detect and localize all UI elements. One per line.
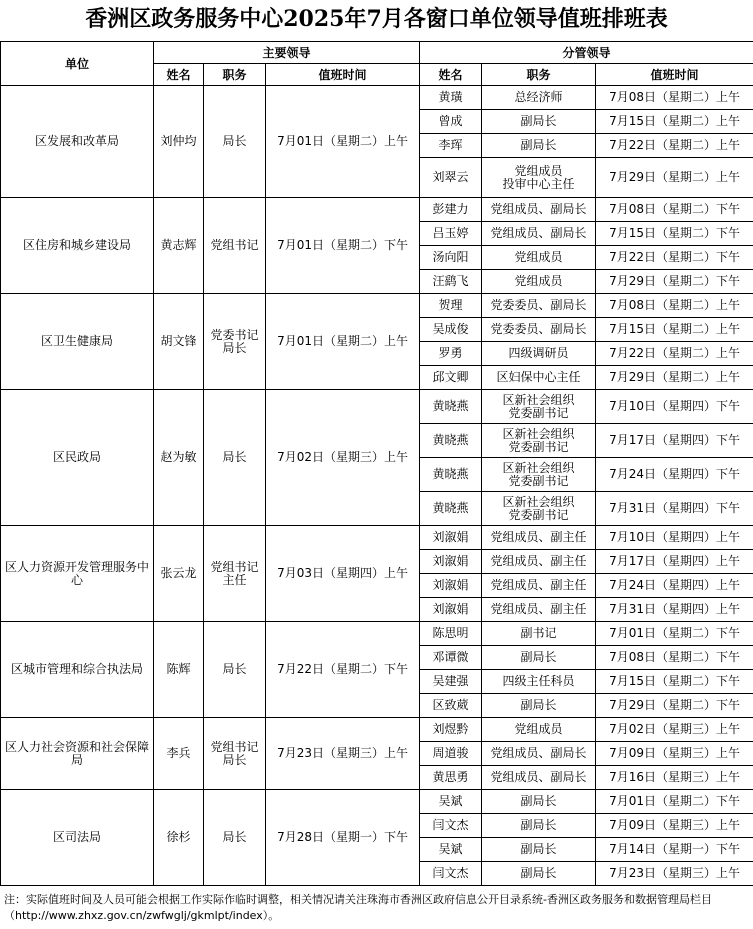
sub-leader-position xyxy=(482,838,596,862)
sub-leader-name-text: 汪鹞飞 xyxy=(432,274,469,288)
main-leader-time-text: 7月23日（星期三）上午 xyxy=(277,746,408,760)
sub-leader-time-text: 7月08日（星期二）上午 xyxy=(609,298,740,312)
sub-leader-position-text: 四级调研员 xyxy=(508,346,569,360)
sub-leader-name xyxy=(420,574,482,598)
sub-leader-position-text: 党组成员、副主任 xyxy=(490,602,587,616)
main-leader-position xyxy=(204,390,266,526)
sub-leader-time-text: 7月31日（星期四）上午 xyxy=(609,602,740,616)
sub-leader-name-text: 黄晓燕 xyxy=(432,433,469,447)
sub-leader-name xyxy=(420,110,482,134)
sub-leader-name xyxy=(420,294,482,318)
sub-leader-time-text: 7月15日（星期二）下午 xyxy=(609,226,740,240)
sub-leader-time xyxy=(596,550,753,574)
table-row xyxy=(1,622,753,646)
table-row xyxy=(1,390,753,424)
main-leader-name-text: 胡文锋 xyxy=(160,334,197,348)
sub-leader-name-text: 刘溆娟 xyxy=(432,554,469,568)
sub-leader-time xyxy=(596,294,753,318)
sub-leader-time xyxy=(596,158,753,198)
sub-leader-position-text: 党组成员、副主任 xyxy=(490,530,587,544)
main-leader-name xyxy=(154,390,204,526)
sub-leader-name-text: 黄晓燕 xyxy=(432,467,469,481)
sub-leader-position-text: 副局长 xyxy=(520,138,557,152)
header-sub-position: 职务 xyxy=(482,64,596,86)
sub-leader-position-text: 副局长 xyxy=(520,650,557,664)
main-leader-name xyxy=(154,86,204,198)
table-row xyxy=(1,198,753,222)
sub-leader-position-text: 党组成员 xyxy=(514,274,563,288)
unit-name xyxy=(1,294,154,390)
main-leader-position xyxy=(204,86,266,198)
main-leader-name-text: 徐杉 xyxy=(166,830,191,844)
sub-leader-time-text: 7月01日（星期二）下午 xyxy=(609,626,740,640)
main-leader-position xyxy=(204,718,266,790)
sub-leader-position xyxy=(482,814,596,838)
sub-leader-position xyxy=(482,598,596,622)
sub-leader-name-text: 曾成 xyxy=(438,114,463,128)
sub-leader-name-text: 吴斌 xyxy=(438,794,463,808)
sub-leader-time xyxy=(596,862,753,886)
unit-name xyxy=(1,790,154,886)
main-leader-name xyxy=(154,526,204,622)
sub-leader-name-text: 黄晓燕 xyxy=(432,399,469,413)
sub-leader-time-text: 7月22日（星期二）下午 xyxy=(609,250,740,264)
unit-name-text: 区司法局 xyxy=(52,830,101,844)
sub-leader-position xyxy=(482,742,596,766)
sub-leader-time xyxy=(596,670,753,694)
sub-leader-name-text: 邓谭微 xyxy=(432,650,469,664)
main-leader-position xyxy=(204,198,266,294)
sub-leader-name-text: 黄思勇 xyxy=(432,770,469,784)
main-leader-name-text: 张云龙 xyxy=(160,566,197,580)
sub-leader-time xyxy=(596,246,753,270)
sub-leader-name xyxy=(420,270,482,294)
sub-leader-time xyxy=(596,742,753,766)
duty-schedule-table xyxy=(0,41,753,886)
sub-leader-name-text: 邱文卿 xyxy=(432,370,469,384)
main-leader-position xyxy=(204,526,266,622)
sub-leader-time-text: 7月29日（星期二）上午 xyxy=(609,370,740,384)
sub-leader-position-text: 区新社会组织 党委副书记 xyxy=(502,392,575,420)
main-leader-time xyxy=(266,86,420,198)
sub-leader-name-text: 闫文杰 xyxy=(432,866,469,880)
sub-leader-position xyxy=(482,294,596,318)
sub-leader-name-text: 区致葳 xyxy=(432,698,469,712)
sub-leader-name-text: 吕玉婷 xyxy=(432,226,469,240)
sub-leader-position xyxy=(482,366,596,390)
sub-leader-position xyxy=(482,718,596,742)
sub-leader-time-text: 7月22日（星期二）上午 xyxy=(609,138,740,152)
sub-leader-position xyxy=(482,198,596,222)
sub-leader-time-text: 7月15日（星期二）上午 xyxy=(609,114,740,128)
sub-leader-time xyxy=(596,766,753,790)
main-leader-time xyxy=(266,718,420,790)
sub-leader-position-text: 副局长 xyxy=(520,842,557,856)
sub-leader-time-text: 7月10日（星期四）下午 xyxy=(609,399,740,413)
sub-leader-time-text: 7月17日（星期四）下午 xyxy=(609,433,740,447)
main-leader-time-text: 7月01日（星期二）上午 xyxy=(277,134,408,148)
sub-leader-name-text: 刘翠云 xyxy=(432,170,469,184)
table-row xyxy=(1,526,753,550)
sub-leader-name xyxy=(420,838,482,862)
unit-name xyxy=(1,390,154,526)
sub-leader-position-text: 区妇保中心主任 xyxy=(496,370,581,384)
main-leader-name-text: 李兵 xyxy=(166,746,191,760)
sub-leader-name-text: 刘煜黔 xyxy=(432,722,469,736)
sub-leader-time-text: 7月08日（星期二）下午 xyxy=(609,650,740,664)
sub-leader-name-text: 陈思明 xyxy=(432,626,469,640)
sub-leader-name xyxy=(420,646,482,670)
sub-leader-position-text: 党组成员 投审中心主任 xyxy=(502,163,575,191)
sub-leader-time-text: 7月02日（星期三）上午 xyxy=(609,722,740,736)
sub-leader-position-text: 党组成员、副主任 xyxy=(490,578,587,592)
unit-name-text: 区人力社会资源和社会保障局 xyxy=(4,739,149,767)
sub-leader-name xyxy=(420,424,482,458)
sub-leader-position-text: 党委委员、副局长 xyxy=(490,322,587,336)
sub-leader-time-text: 7月16日（星期三）上午 xyxy=(609,770,740,784)
sub-leader-time xyxy=(596,342,753,366)
sub-leader-name xyxy=(420,622,482,646)
sub-leader-time-text: 7月29日（星期二）下午 xyxy=(609,698,740,712)
sub-leader-position xyxy=(482,694,596,718)
sub-leader-position-text: 副局长 xyxy=(520,866,557,880)
sub-leader-time xyxy=(596,390,753,424)
main-leader-position-text: 党委书记 局长 xyxy=(210,327,259,355)
sub-leader-time-text: 7月17日（星期四）上午 xyxy=(609,554,740,568)
sub-leader-time xyxy=(596,694,753,718)
main-leader-position-text: 局长 xyxy=(222,830,247,844)
sub-leader-name xyxy=(420,718,482,742)
sub-leader-position-text: 四级主任科员 xyxy=(502,674,575,688)
main-leader-name xyxy=(154,790,204,886)
main-leader-time-text: 7月28日（星期一）下午 xyxy=(277,830,408,844)
sub-leader-name xyxy=(420,390,482,424)
main-leader-time xyxy=(266,294,420,390)
unit-name-text: 区民政局 xyxy=(52,450,101,464)
main-leader-position-text: 党组书记 主任 xyxy=(210,559,259,587)
sub-leader-position xyxy=(482,246,596,270)
main-leader-time-text: 7月22日（星期二）下午 xyxy=(277,662,408,676)
main-leader-position-text: 党组书记 局长 xyxy=(210,739,259,767)
sub-leader-time-text: 7月08日（星期二）下午 xyxy=(609,202,740,216)
sub-leader-position-text: 副局长 xyxy=(520,794,557,808)
sub-leader-time xyxy=(596,598,753,622)
sub-leader-position-text: 总经济师 xyxy=(514,90,563,104)
sub-leader-time-text: 7月10日（星期四）上午 xyxy=(609,530,740,544)
sub-leader-name-text: 罗勇 xyxy=(438,346,463,360)
sub-leader-name xyxy=(420,492,482,526)
main-leader-position xyxy=(204,622,266,718)
header-sub-time: 值班时间 xyxy=(596,64,753,86)
sub-leader-time xyxy=(596,222,753,246)
main-leader-name xyxy=(154,294,204,390)
sub-leader-position-text: 党组成员、副主任 xyxy=(490,554,587,568)
sub-leader-position xyxy=(482,270,596,294)
sub-leader-name xyxy=(420,862,482,886)
sub-leader-position xyxy=(482,790,596,814)
sub-leader-time-text: 7月15日（星期二）上午 xyxy=(609,322,740,336)
table-row xyxy=(1,86,753,110)
sub-leader-position xyxy=(482,622,596,646)
sub-leader-name xyxy=(420,198,482,222)
unit-name xyxy=(1,718,154,790)
main-leader-name-text: 陈辉 xyxy=(166,662,191,676)
main-leader-time xyxy=(266,622,420,718)
sub-leader-time xyxy=(596,134,753,158)
sub-leader-name-text: 刘溆娟 xyxy=(432,602,469,616)
sub-leader-position-text: 区新社会组织 党委副书记 xyxy=(502,460,575,488)
sub-leader-name xyxy=(420,222,482,246)
sub-leader-time xyxy=(596,814,753,838)
sub-leader-name xyxy=(420,790,482,814)
sub-leader-position-text: 副局长 xyxy=(520,114,557,128)
header-main-leader: 主要领导 xyxy=(154,42,420,64)
sub-leader-name-text: 黄璜 xyxy=(438,90,463,104)
main-leader-time xyxy=(266,790,420,886)
sub-leader-name xyxy=(420,526,482,550)
main-leader-name-text: 赵为敏 xyxy=(160,450,197,464)
sub-leader-position-text: 区新社会组织 党委副书记 xyxy=(502,426,575,454)
header-main-position: 职务 xyxy=(204,64,266,86)
sub-leader-position xyxy=(482,862,596,886)
sub-leader-position xyxy=(482,134,596,158)
sub-leader-name xyxy=(420,598,482,622)
sub-leader-name xyxy=(420,814,482,838)
unit-name xyxy=(1,526,154,622)
sub-leader-name xyxy=(420,458,482,492)
unit-name-text: 区城市管理和综合执法局 xyxy=(10,662,143,676)
sub-leader-name xyxy=(420,694,482,718)
sub-leader-time-text: 7月09日（星期三）上午 xyxy=(609,746,740,760)
sub-leader-position xyxy=(482,670,596,694)
table-row xyxy=(1,790,753,814)
sub-leader-name-text: 吴成俊 xyxy=(432,322,469,336)
unit-name-text: 区人力资源开发管理服务中心 xyxy=(4,559,149,587)
sub-leader-time xyxy=(596,318,753,342)
unit-name-text: 区卫生健康局 xyxy=(40,334,113,348)
sub-leader-position xyxy=(482,424,596,458)
sub-leader-position xyxy=(482,86,596,110)
main-leader-time xyxy=(266,198,420,294)
main-leader-time-text: 7月03日（星期四）上午 xyxy=(277,566,408,580)
sub-leader-time xyxy=(596,646,753,670)
sub-leader-time xyxy=(596,366,753,390)
sub-leader-name-text: 闫文杰 xyxy=(432,818,469,832)
sub-leader-time xyxy=(596,492,753,526)
main-leader-name-text: 黄志辉 xyxy=(160,238,197,252)
main-leader-time xyxy=(266,526,420,622)
header-unit: 单位 xyxy=(1,42,154,86)
footnote: 注：实际值班时间及人员可能会根据工作实际作临时调整，相关情况请关注珠海市香洲区政府信息公开目录系统-香洲区政务服务和数据管理局栏目（http://www.zhxz.gov.cn/zwfwglj/gkmlpt/index）。 xyxy=(4,893,712,922)
sub-leader-position xyxy=(482,574,596,598)
sub-leader-time xyxy=(596,718,753,742)
sub-leader-time-text: 7月22日（星期二）上午 xyxy=(609,346,740,360)
header-sub-leader: 分管领导 xyxy=(420,42,753,64)
sub-leader-time-text: 7月29日（星期二）上午 xyxy=(609,170,740,184)
sub-leader-time-text: 7月24日（星期四）下午 xyxy=(609,467,740,481)
sub-leader-position xyxy=(482,492,596,526)
sub-leader-position xyxy=(482,646,596,670)
sub-leader-name xyxy=(420,318,482,342)
table-row xyxy=(1,294,753,318)
schedule-body xyxy=(1,86,753,886)
main-leader-position-text: 局长 xyxy=(222,450,247,464)
sub-leader-time-text: 7月15日（星期二）下午 xyxy=(609,674,740,688)
sub-leader-position xyxy=(482,110,596,134)
sub-leader-time xyxy=(596,198,753,222)
sub-leader-position xyxy=(482,222,596,246)
sub-leader-time-text: 7月31日（星期四）下午 xyxy=(609,501,740,515)
sub-leader-time-text: 7月24日（星期四）上午 xyxy=(609,578,740,592)
sub-leader-position-text: 党组成员、副局长 xyxy=(490,226,587,240)
main-leader-position xyxy=(204,790,266,886)
sub-leader-position-text: 党委委员、副局长 xyxy=(490,298,587,312)
sub-leader-time xyxy=(596,838,753,862)
sub-leader-name-text: 汤向阳 xyxy=(432,250,469,264)
sub-leader-name xyxy=(420,86,482,110)
sub-leader-time xyxy=(596,270,753,294)
sub-leader-position xyxy=(482,550,596,574)
sub-leader-name xyxy=(420,134,482,158)
sub-leader-name xyxy=(420,366,482,390)
unit-name-text: 区发展和改革局 xyxy=(34,134,119,148)
sub-leader-name-text: 彭建力 xyxy=(432,202,469,216)
sub-leader-name xyxy=(420,550,482,574)
sub-leader-name-text: 刘溆娟 xyxy=(432,578,469,592)
main-leader-position-text: 局长 xyxy=(222,662,247,676)
unit-name xyxy=(1,198,154,294)
sub-leader-time-text: 7月23日（星期三）上午 xyxy=(609,866,740,880)
sub-leader-position xyxy=(482,766,596,790)
main-leader-name-text: 刘仲均 xyxy=(160,134,197,148)
sub-leader-position xyxy=(482,526,596,550)
main-leader-name xyxy=(154,718,204,790)
sub-leader-time xyxy=(596,790,753,814)
main-leader-time xyxy=(266,390,420,526)
sub-leader-name-text: 贺理 xyxy=(438,298,463,312)
sub-leader-time xyxy=(596,458,753,492)
sub-leader-position-text: 副局长 xyxy=(520,818,557,832)
sub-leader-name xyxy=(420,342,482,366)
main-leader-name xyxy=(154,198,204,294)
sub-leader-time-text: 7月29日（星期二）下午 xyxy=(609,274,740,288)
sub-leader-name xyxy=(420,766,482,790)
sub-leader-time-text: 7月08日（星期二）上午 xyxy=(609,90,740,104)
main-leader-name xyxy=(154,622,204,718)
unit-name-text: 区住房和城乡建设局 xyxy=(22,238,131,252)
sub-leader-name-text: 黄晓燕 xyxy=(432,501,469,515)
sub-leader-time-text: 7月09日（星期三）上午 xyxy=(609,818,740,832)
sub-leader-position-text: 党组成员 xyxy=(514,722,563,736)
main-leader-time-text: 7月01日（星期二）下午 xyxy=(277,238,408,252)
sub-leader-position xyxy=(482,158,596,198)
table-row xyxy=(1,718,753,742)
sub-leader-name-text: 刘溆娟 xyxy=(432,530,469,544)
sub-leader-name xyxy=(420,158,482,198)
sub-leader-name-text: 吴建强 xyxy=(432,674,469,688)
main-leader-time-text: 7月01日（星期二）上午 xyxy=(277,334,408,348)
sub-leader-time-text: 7月14日（星期一）下午 xyxy=(609,842,740,856)
sub-leader-time xyxy=(596,110,753,134)
sub-leader-name xyxy=(420,670,482,694)
sub-leader-time-text: 7月01日（星期二）下午 xyxy=(609,794,740,808)
sub-leader-position xyxy=(482,458,596,492)
main-leader-position-text: 党组书记 xyxy=(210,238,259,252)
sub-leader-position-text: 党组成员、副局长 xyxy=(490,202,587,216)
sub-leader-position-text: 党组成员、副局长 xyxy=(490,770,587,784)
header-sub-name: 姓名 xyxy=(420,64,482,86)
sub-leader-position-text: 副书记 xyxy=(520,626,557,640)
sub-leader-name xyxy=(420,246,482,270)
page-title: 香洲区政务服务中心2025年7月各窗口单位领导值班排班表 xyxy=(85,6,668,32)
sub-leader-name-text: 李珲 xyxy=(438,138,463,152)
main-leader-position-text: 局长 xyxy=(222,134,247,148)
sub-leader-position xyxy=(482,390,596,424)
sub-leader-position-text: 党组成员、副局长 xyxy=(490,746,587,760)
sub-leader-position xyxy=(482,342,596,366)
sub-leader-time xyxy=(596,622,753,646)
sub-leader-name-text: 周道骏 xyxy=(432,746,469,760)
sub-leader-time xyxy=(596,526,753,550)
sub-leader-position-text: 党组成员 xyxy=(514,250,563,264)
header-main-time: 值班时间 xyxy=(266,64,420,86)
unit-name xyxy=(1,86,154,198)
sub-leader-position xyxy=(482,318,596,342)
sub-leader-time xyxy=(596,86,753,110)
sub-leader-time xyxy=(596,424,753,458)
sub-leader-name-text: 吴斌 xyxy=(438,842,463,856)
sub-leader-position-text: 副局长 xyxy=(520,698,557,712)
sub-leader-name xyxy=(420,742,482,766)
header-main-name: 姓名 xyxy=(154,64,204,86)
sub-leader-time xyxy=(596,574,753,598)
unit-name xyxy=(1,622,154,718)
main-leader-position xyxy=(204,294,266,390)
main-leader-time-text: 7月02日（星期三）上午 xyxy=(277,450,408,464)
sub-leader-position-text: 区新社会组织 党委副书记 xyxy=(502,494,575,522)
